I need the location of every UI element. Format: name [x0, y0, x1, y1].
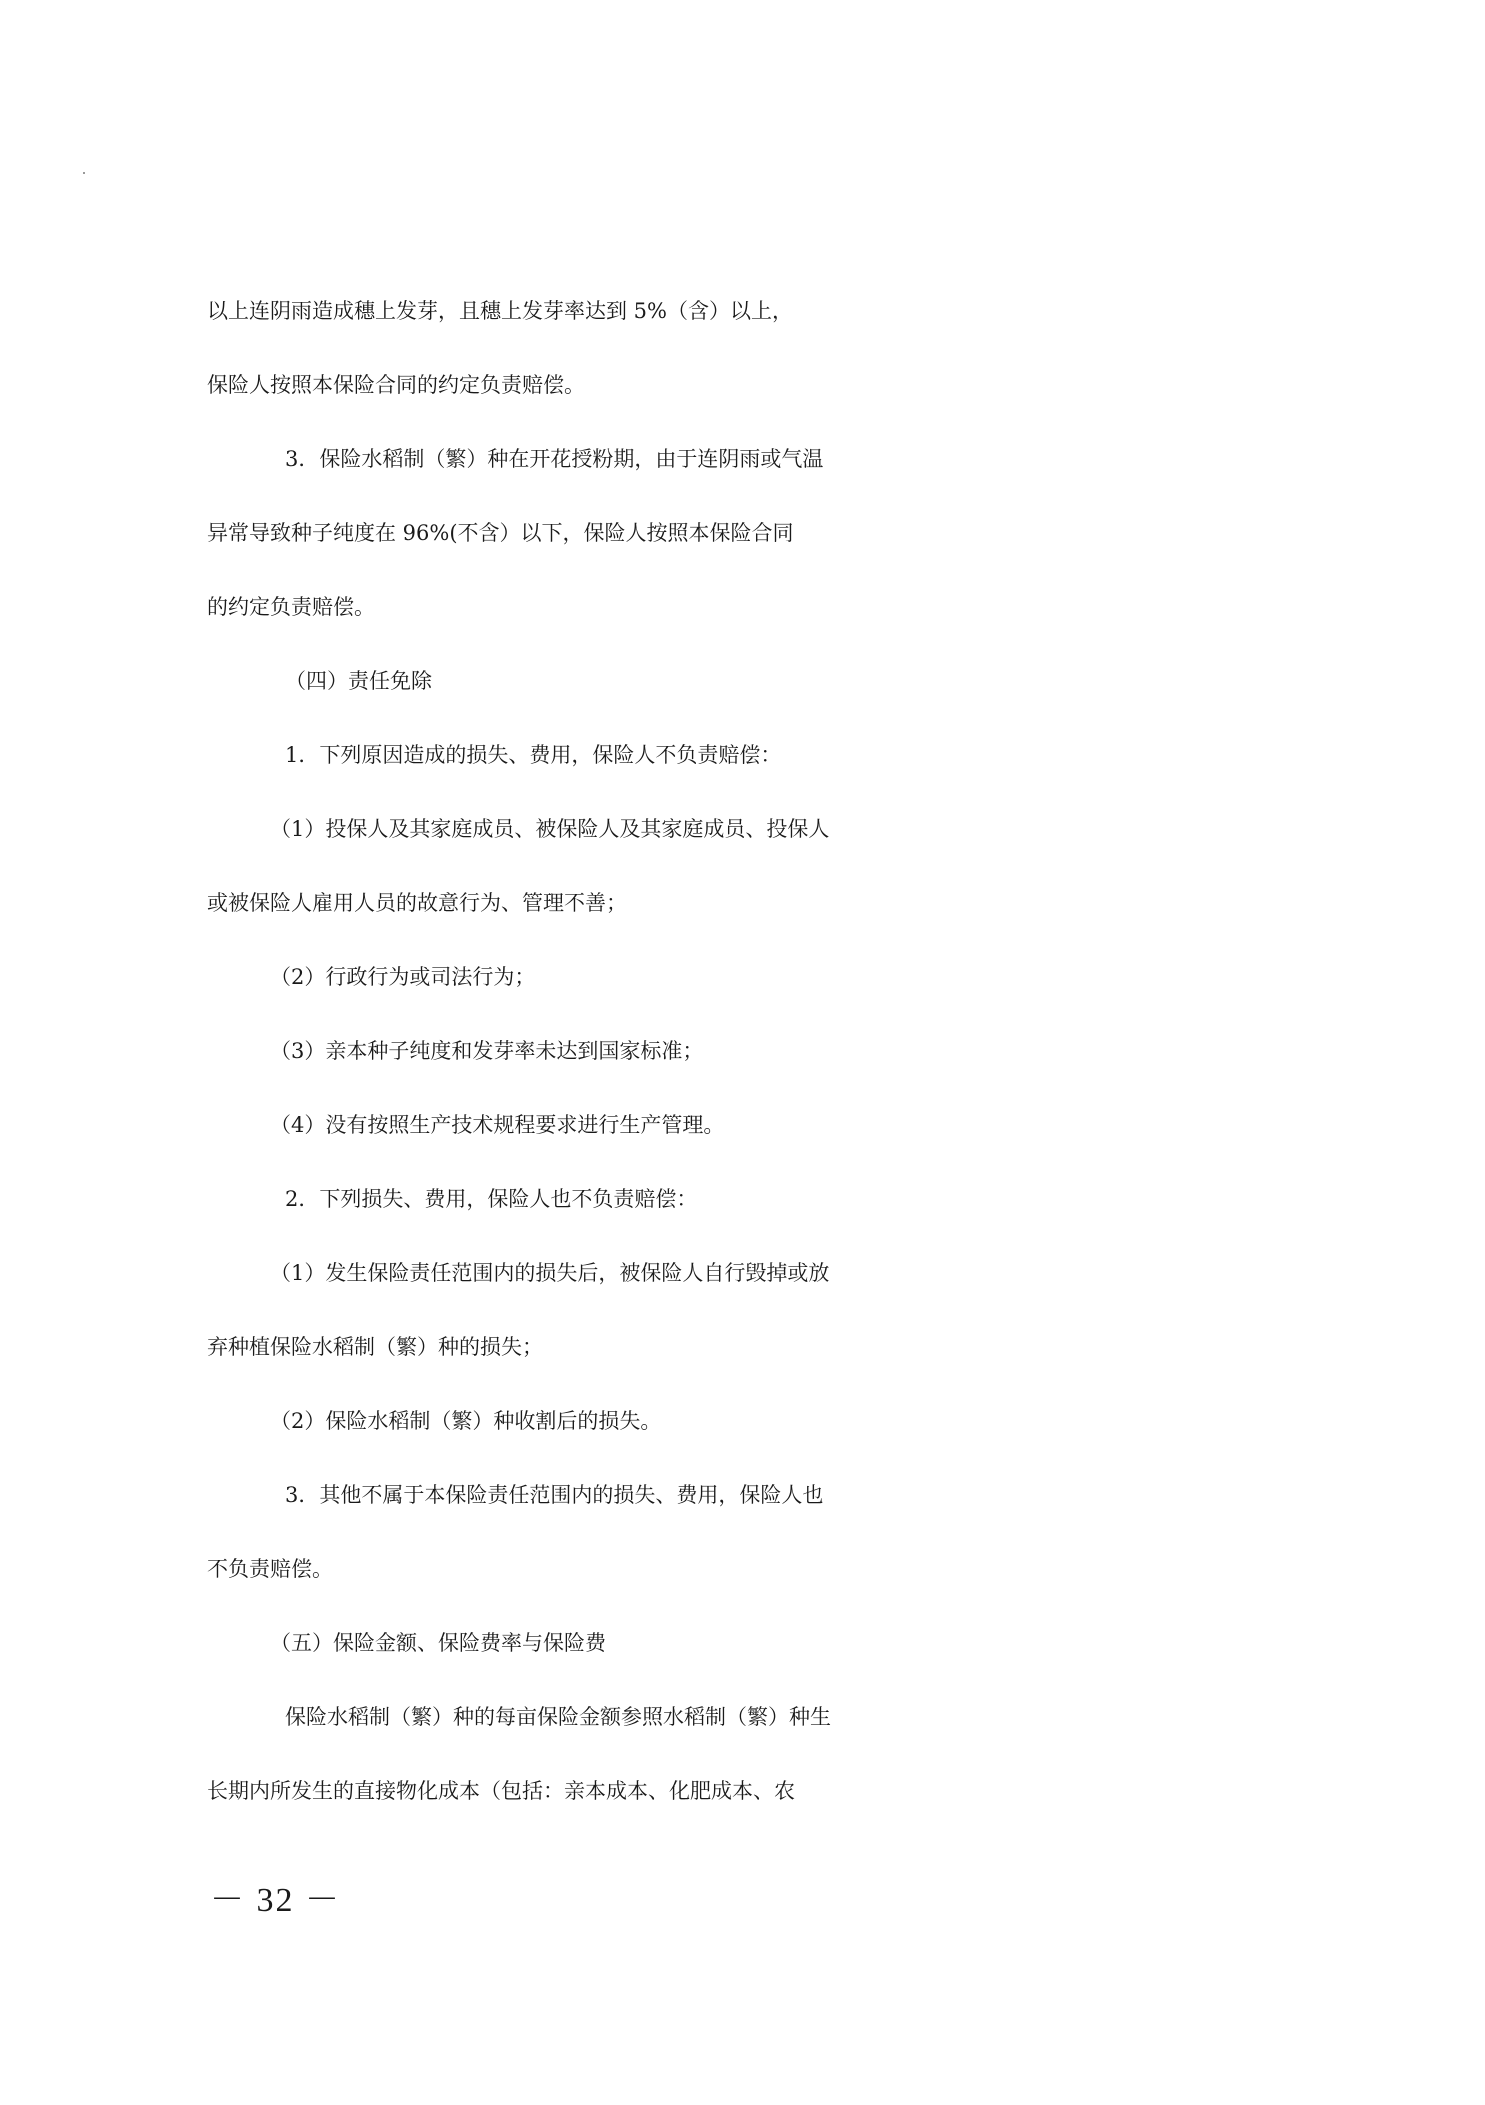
text-line: 不负责赔偿。 — [207, 1557, 333, 1581]
text-line: 保险人按照本保险合同的约定负责赔偿。 — [207, 373, 585, 397]
text-line: 或被保险人雇用人员的故意行为、管理不善； — [207, 891, 627, 915]
text-line: 保险水稻制（繁）种的每亩保险金额参照水稻制（繁）种生 — [285, 1705, 831, 1729]
text-line: 异常导致种子纯度在 96%(不含）以下，保险人按照本保险合同 — [207, 521, 794, 545]
text-line: 长期内所发生的直接物化成本（包括：亲本成本、化肥成本、农 — [207, 1779, 795, 1803]
text-line: （2）行政行为或司法行为； — [270, 965, 536, 989]
section-heading: （五）保险金额、保险费率与保险费 — [270, 1631, 606, 1655]
page-number: － 32 － — [210, 1882, 341, 1919]
text-line: 2．下列损失、费用，保险人也不负责赔偿： — [285, 1187, 698, 1211]
text-line: 以上连阴雨造成穗上发芽，且穗上发芽率达到 5%（含）以上， — [207, 299, 793, 323]
section-heading: （四）责任免除 — [285, 669, 432, 693]
text-line: （2）保险水稻制（繁）种收割后的损失。 — [270, 1409, 662, 1433]
text-line: 的约定负责赔偿。 — [207, 595, 375, 619]
text-line: （1）投保人及其家庭成员、被保险人及其家庭成员、投保人 — [270, 817, 830, 841]
text-line: （3）亲本种子纯度和发芽率未达到国家标准； — [270, 1039, 704, 1063]
scan-speck — [83, 172, 85, 174]
text-line: （4）没有按照生产技术规程要求进行生产管理。 — [270, 1113, 725, 1137]
text-line: （1）发生保险责任范围内的损失后，被保险人自行毁掉或放 — [270, 1261, 830, 1285]
text-line: 3．其他不属于本保险责任范围内的损失、费用，保险人也 — [285, 1483, 824, 1507]
text-line: 弃种植保险水稻制（繁）种的损失； — [207, 1335, 543, 1359]
text-line: 3．保险水稻制（繁）种在开花授粉期，由于连阴雨或气温 — [285, 447, 824, 471]
text-line: 1．下列原因造成的损失、费用，保险人不负责赔偿： — [285, 743, 782, 767]
